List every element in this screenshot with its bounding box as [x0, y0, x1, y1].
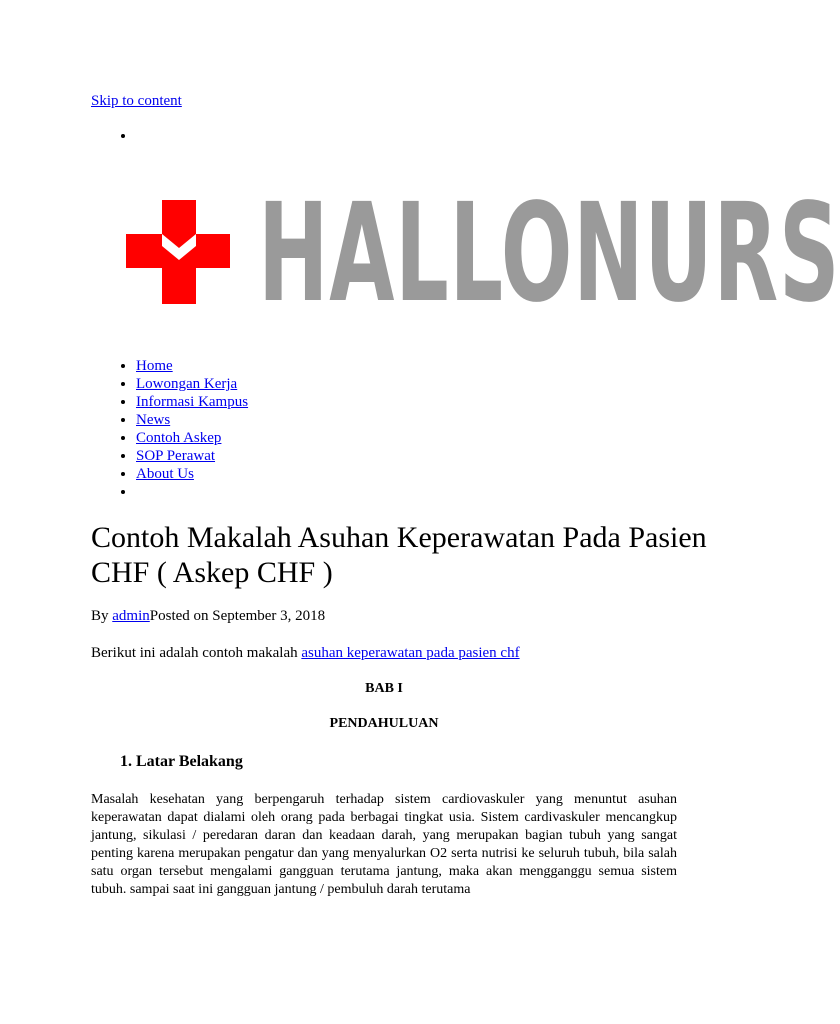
skip-to-content-link[interactable]: Skip to content — [91, 93, 182, 109]
nav-item-home — [136, 357, 248, 375]
main-nav — [91, 357, 248, 501]
chapter-title: PENDAHULUAN — [329, 716, 439, 731]
intro-text: Berikut ini adalah contoh makalah — [91, 645, 302, 661]
body-paragraph: Masalah kesehatan yang berpengaruh terhadap sistem cardiovaskuler yang menuntut asuhan keperawatan dapat dialami oleh orang pada berbagai tingkat usia. Sistem cardivaskuler mencangkup jantung, sikulasi / peredaran daran dan keadaan darah, yang merupakan bagian tubuh yang sangat penting karena merupakan pengatur dan yang menyalurkan O2 serta nutrisi ke seluruh tubuh, bila salah satu organ tersebut mengalami gangguan terutama jantung, maka akan mengganggu semua sistem tubuh. sampai saat ini gangguan jantung / pembuluh darah terutama — [91, 792, 677, 897]
nav-item-news — [136, 411, 248, 429]
article-title: Contoh Makalah Asuhan Keperawatan Pada Pasien CHF ( Askep CHF ) — [91, 521, 707, 589]
nav-link-informasi-kampus[interactable]: Informasi Kampus — [136, 394, 249, 410]
nav-item-empty — [136, 483, 248, 501]
nav-link-about-us[interactable]: About Us — [136, 466, 194, 482]
section-list — [91, 753, 243, 771]
red-cross-icon — [124, 196, 234, 308]
nav-link-contoh-askep[interactable]: Contoh Askep — [136, 430, 222, 446]
chapter-heading: BAB I — [365, 681, 403, 696]
intro-link[interactable]: asuhan keperawatan pada pasien chf — [301, 645, 520, 661]
nav-item-contoh-askep — [136, 429, 248, 447]
nav-item-informasi-kampus — [136, 393, 248, 411]
posted-date: Posted on September 3, 2018 — [149, 608, 326, 624]
section-heading: 1. Latar Belakang — [136, 753, 243, 771]
site-logo[interactable] — [124, 175, 840, 333]
logo-wordmark: HALLONURS — [258, 175, 840, 333]
nav-link-news[interactable]: News — [136, 412, 171, 428]
intro-line — [91, 645, 520, 662]
nav-item-lowongan-kerja — [136, 375, 248, 393]
by-label: By — [91, 608, 113, 624]
author-link[interactable]: admin — [112, 608, 150, 624]
nav-item-sop-perawat — [136, 447, 248, 465]
nav-link-home[interactable]: Home — [136, 358, 173, 374]
nav-link-sop-perawat[interactable]: SOP Perawat — [136, 448, 216, 464]
top-empty-list — [91, 128, 136, 145]
nav-item-about-us — [136, 465, 248, 483]
article-byline — [91, 608, 325, 625]
nav-link-lowongan-kerja[interactable]: Lowongan Kerja — [136, 376, 238, 392]
